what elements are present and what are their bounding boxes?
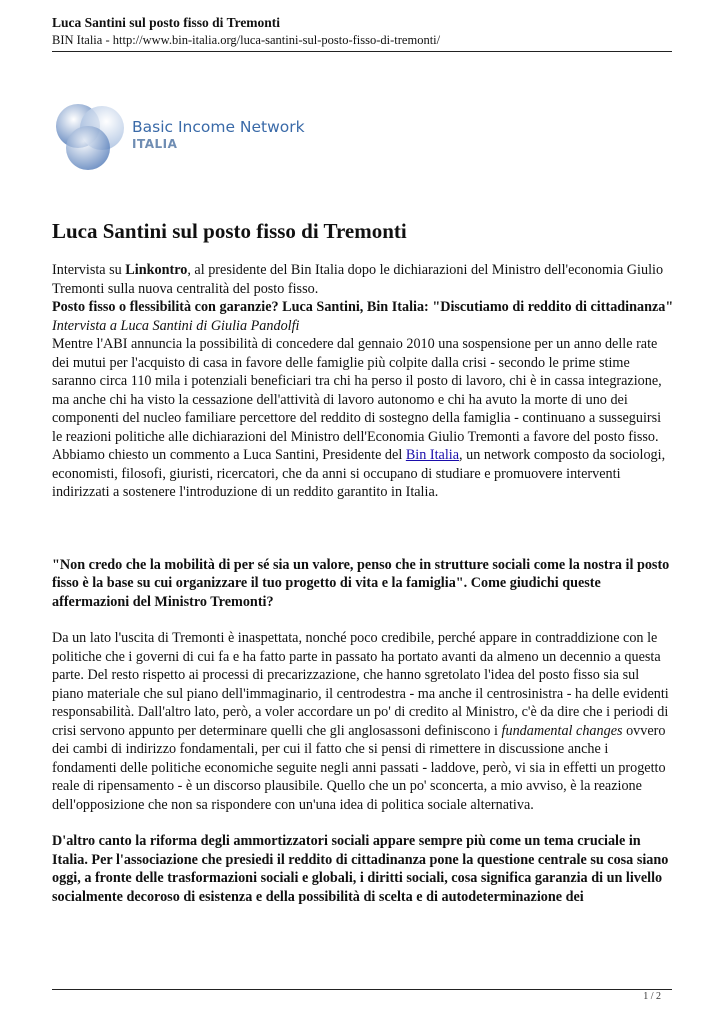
question-1-text: "Non credo che la mobilità di per sé sia un valore, penso che in strutture sociali come la nostra il posto fisso è la base su cui organizzare il tuo progetto di vita e la famiglia". Come giudichi queste affermazioni del Ministro Tremonti? xyxy=(52,556,670,610)
spacer xyxy=(52,611,674,629)
byline-text: Intervista a Luca Santini di Giulia Pandolfi xyxy=(52,317,300,334)
footer-divider xyxy=(52,989,672,990)
intro-source-name: Linkontro xyxy=(125,262,188,278)
answer-1 xyxy=(52,629,674,814)
logo-circles-icon xyxy=(52,100,130,178)
lead-text-before: Mentre l'ABI annuncia la possibilità di concedere dal gennaio 2010 una sospensione per un anno delle rate dei mutui per l'acquisto di casa in favore delle famiglie più colpite dalla crisi - secondo le prime stime saranno circa 110 mila i potenziali beneficiari tra chi ha perso il posto di lavoro, chi è in cassa integrazione, ma anche chi ha visto la cessazione dell'attività di lavoro autonomo e chi ha avuto la morte di uno dei componenti del nucleo familiare percettore del reddito di sostegno della famiglia - continuano a susseguirsi le reazioni politiche alle dichiarazioni del Ministro dell'Economia Giulio Tremonti a favore del posto fisso. Abbiamo chiesto un commento a Luca Santini, Presidente del xyxy=(52,336,662,463)
article-body xyxy=(52,261,674,906)
intro-paragraph xyxy=(52,261,674,298)
byline xyxy=(52,317,674,336)
header-divider xyxy=(52,51,672,52)
answer-1-after: ovvero dei cambi di indirizzo fondamentali, per cui il fatto che si pensi di rimettere in discussione anche i fondamenti delle politiche economiche seguite negli anni passati - laddove, però, vi sia in effetti un progetto reale di ripensamento - è un discorso plausibile. Quello che un po' sconcerta, a mio avviso, è la reazione dell'opposizione che non sa rispondere con un'una idea di politica sociale alternativa. xyxy=(52,722,666,813)
headline-text: Posto fisso o flessibilità con garanzie? Luca Santini, Bin Italia: "Discutiamo di reddito di cittadinanza" xyxy=(52,299,674,315)
bin-italia-logo xyxy=(52,100,312,180)
answer-1-before: Da un lato l'uscita di Tremonti è inaspettata, nonché poco credibile, perché appare in contraddizione con le politiche che i governi di cui fa e ha fatto parte in passato ha portato avanti da almeno un decennio a questa parte. Del resto rispetto ai processi di precarizzazione, che hanno sgretolato l'idea del posto fisso sia sul piano materiale che sul piano dell'immaginario, il centrodestra - ma anche il centrosinistra - ha delle evidenti responsabilità. Dall'altro lato, però, a voler accordare un po' di credito al Ministro, c'è da dire che i periodi di crisi servono appunto per determinare quelli che gli anglosassoni definiscono i xyxy=(52,630,669,739)
header-source-url: BIN Italia - http://www.bin-italia.org/luca-santini-sul-posto-fisso-di-tremonti/ xyxy=(52,33,441,47)
page-number: 1 / 2 xyxy=(643,991,661,1002)
headline xyxy=(52,298,674,317)
intro-suffix: , al presidente del Bin Italia dopo le dichiarazioni del Ministro dell'economia Giulio Tremonti sulla nuova centralità del posto fisso. xyxy=(52,262,664,297)
intro-prefix: Intervista su xyxy=(52,262,126,278)
logo-title: Basic Income Network xyxy=(132,118,305,136)
question-2-text: D'altro canto la riforma degli ammortizzatori sociali appare sempre più come un tema cruciale in Italia. Per l'associazione che presiedi il reddito di cittadinanza pone la questione centrale su cosa siano oggi, a fronte delle trasformazioni sociali e globali, i diritti sociali, cosa significa garanzia di un livello socialmente decoroso di esistenza e della possibilità di scelta e di autodeterminazione dei xyxy=(52,833,669,905)
article-title: Luca Santini sul posto fisso di Tremonti xyxy=(52,219,407,243)
lead-paragraph xyxy=(52,335,674,502)
logo-subtitle: ITALIA xyxy=(132,137,178,151)
bin-italia-link[interactable]: Bin Italia xyxy=(405,447,460,463)
question-2 xyxy=(52,832,674,906)
page-header xyxy=(52,14,672,49)
lead-text-after: , un network composto da sociologi, economisti, filosofi, giuristi, ricercatori, che da anni si occupano di studiare e promuovere interventi indirizzati a sostenere l'introduzione di un reddito garantito in Italia. xyxy=(52,447,666,500)
header-title: Luca Santini sul posto fisso di Tremonti xyxy=(52,15,281,30)
question-1 xyxy=(52,556,674,612)
spacer xyxy=(52,502,674,556)
answer-1-italic: fundamental changes xyxy=(501,722,623,739)
spacer xyxy=(52,814,674,832)
